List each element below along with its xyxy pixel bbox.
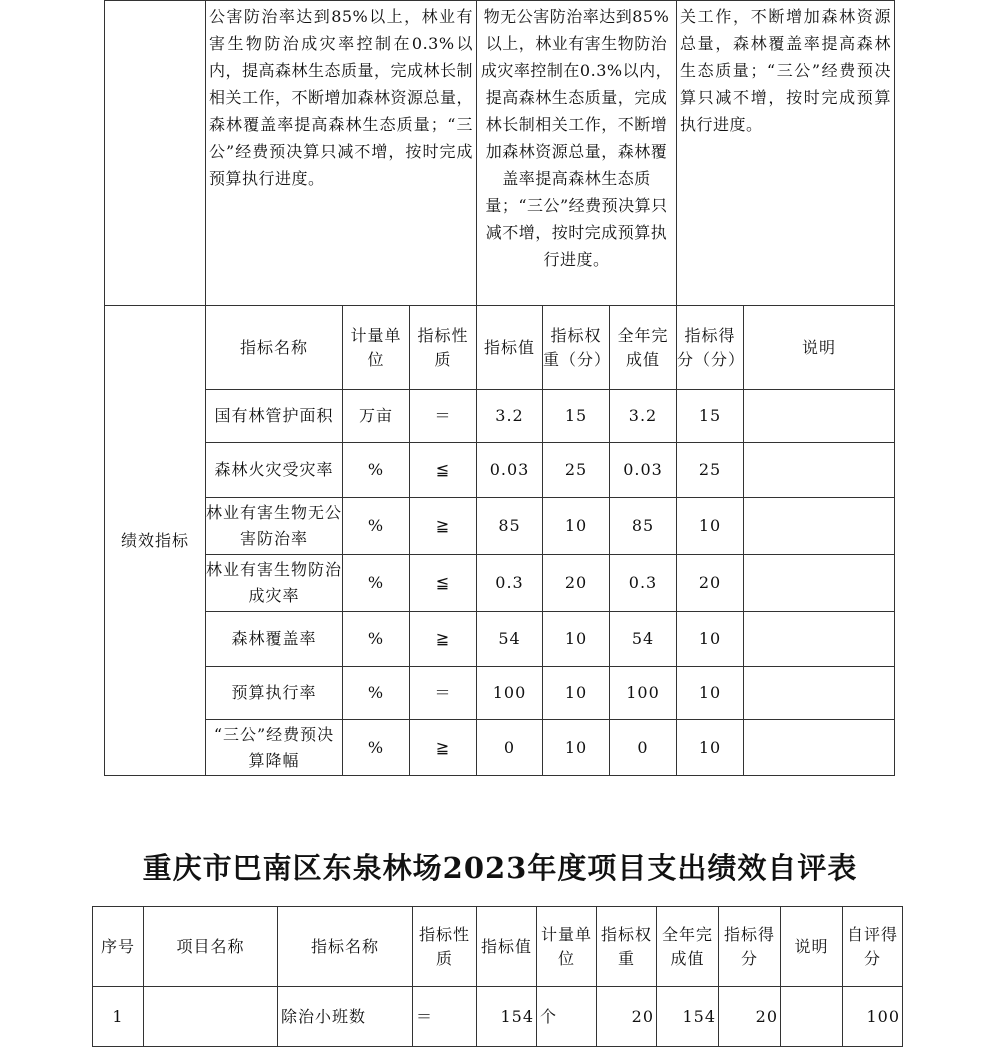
indicator-nature: ≦ — [410, 443, 477, 498]
indicator-actual: 0.3 — [610, 555, 677, 612]
performance-table — [104, 0, 895, 776]
indicator-name: 预算执行率 — [206, 667, 343, 720]
indicator-nature: ≦ — [410, 555, 477, 612]
indicator-nature: ＝ — [410, 667, 477, 720]
indicator-note — [744, 555, 895, 612]
indicator-nature: ≧ — [410, 720, 477, 776]
indicator-target: 0 — [477, 720, 543, 776]
indicator-actual: 54 — [610, 612, 677, 667]
indicator-note — [744, 498, 895, 555]
goal-text-b: 物无公害防治率达到85%以上，林业有害生物防治成灾率控制在0.3%以内，提高森林生态质量，完成林长制相关工作，不断增加森林资源总量，森林覆盖率提高森林生态质量；“三公”经费预决算只减不增，按时完成预算执行进度。 — [477, 1, 677, 306]
header-cell: 指标性质 — [410, 306, 477, 390]
indicator-score: 15 — [677, 390, 744, 443]
indicator-target: 54 — [477, 612, 543, 667]
indicator-actual: 154 — [657, 987, 719, 1047]
indicator-actual: 3.2 — [610, 390, 677, 443]
header-cell: 指标权重（分） — [543, 306, 610, 390]
indicator-weight: 25 — [543, 443, 610, 498]
indicator-target: 3.2 — [477, 390, 543, 443]
indicator-weight: 20 — [543, 555, 610, 612]
indicator-target: 0.03 — [477, 443, 543, 498]
indicator-actual: 0.03 — [610, 443, 677, 498]
indicator-name: 林业有害生物无公害防治率 — [206, 498, 343, 555]
indicator-weight: 10 — [543, 720, 610, 776]
goal-text-a: 公害防治率达到85%以上，林业有害生物防治成灾率控制在0.3%以内，提高森林生态质量，完成林长制相关工作，不断增加森林资源总量，森林覆盖率提高森林生态质量；“三公”经费预决算只减不增，按时完成预算执行进度。 — [206, 1, 477, 306]
header-cell: 说明 — [744, 306, 895, 390]
blank-label-cell — [105, 1, 206, 306]
indicator-weight: 10 — [543, 667, 610, 720]
table-row — [105, 612, 895, 667]
indicator-name: 森林火灾受灾率 — [206, 443, 343, 498]
project-name — [144, 987, 278, 1047]
table-row — [105, 443, 895, 498]
indicator-actual: 100 — [610, 667, 677, 720]
indicator-nature: ＝ — [413, 987, 477, 1047]
header-cell: 说明 — [781, 907, 843, 987]
header-cell: 指标值 — [477, 907, 537, 987]
header-cell: 指标得分（分） — [677, 306, 744, 390]
header-cell: 指标名称 — [206, 306, 343, 390]
indicator-note — [744, 612, 895, 667]
header-cell: 全年完成值 — [657, 907, 719, 987]
indicator-target: 154 — [477, 987, 537, 1047]
indicator-name: 除治小班数 — [278, 987, 413, 1047]
indicator-name: 森林覆盖率 — [206, 612, 343, 667]
indicator-unit: % — [343, 443, 410, 498]
header-cell: 指标名称 — [278, 907, 413, 987]
indicator-note — [744, 390, 895, 443]
indicator-name: 林业有害生物防治成灾率 — [206, 555, 343, 612]
header-cell: 计量单位 — [343, 306, 410, 390]
indicator-note — [744, 667, 895, 720]
indicator-target: 85 — [477, 498, 543, 555]
indicator-unit: % — [343, 667, 410, 720]
indicator-actual: 0 — [610, 720, 677, 776]
indicator-nature: ≧ — [410, 498, 477, 555]
indicator-name: 国有林管护面积 — [206, 390, 343, 443]
indicator-unit: % — [343, 720, 410, 776]
indicator-unit: % — [343, 555, 410, 612]
indicator-score: 10 — [677, 612, 744, 667]
indicator-score: 20 — [677, 555, 744, 612]
indicator-weight: 20 — [597, 987, 657, 1047]
indicator-actual: 85 — [610, 498, 677, 555]
indicator-nature: ＝ — [410, 390, 477, 443]
table-row — [105, 498, 895, 555]
indicator-score: 10 — [677, 667, 744, 720]
indicator-score: 20 — [719, 987, 781, 1047]
indicator-weight: 10 — [543, 498, 610, 555]
indicator-note — [781, 987, 843, 1047]
header-cell: 指标权重 — [597, 907, 657, 987]
header-cell: 指标性质 — [413, 907, 477, 987]
table-row — [105, 555, 895, 612]
header-cell: 计量单位 — [537, 907, 597, 987]
indicator-score: 10 — [677, 498, 744, 555]
indicator-note — [744, 443, 895, 498]
table-row — [93, 987, 903, 1047]
indicator-note — [744, 720, 895, 776]
header-cell: 自评得分 — [843, 907, 903, 987]
row-number: 1 — [93, 987, 144, 1047]
table-row — [105, 390, 895, 443]
indicator-unit: 个 — [537, 987, 597, 1047]
indicator-target: 0.3 — [477, 555, 543, 612]
header-cell: 指标值 — [477, 306, 543, 390]
header-cell: 指标得分 — [719, 907, 781, 987]
indicator-score: 25 — [677, 443, 744, 498]
indicator-nature: ≧ — [410, 612, 477, 667]
self-evaluation-table — [92, 906, 903, 1047]
goal-text-c: 关工作，不断增加森林资源总量，森林覆盖率提高森林生态质量；“三公”经费预决算只减不增，按时完成预算执行进度。 — [677, 1, 895, 306]
indicator-weight: 15 — [543, 390, 610, 443]
indicator-unit: % — [343, 612, 410, 667]
header-cell: 序号 — [93, 907, 144, 987]
header-cell: 项目名称 — [144, 907, 278, 987]
section-label: 绩效指标 — [105, 306, 206, 776]
self-score: 100 — [843, 987, 903, 1047]
page-title: 重庆市巴南区东泉林场2023年度项目支出绩效自评表 — [142, 851, 858, 885]
indicator-weight: 10 — [543, 612, 610, 667]
indicator-unit: % — [343, 498, 410, 555]
indicator-name: “三公”经费预决算降幅 — [206, 720, 343, 776]
indicator-unit: 万亩 — [343, 390, 410, 443]
table-row — [105, 720, 895, 776]
indicator-score: 10 — [677, 720, 744, 776]
indicator-target: 100 — [477, 667, 543, 720]
header-cell: 全年完成值 — [610, 306, 677, 390]
table-row — [105, 667, 895, 720]
